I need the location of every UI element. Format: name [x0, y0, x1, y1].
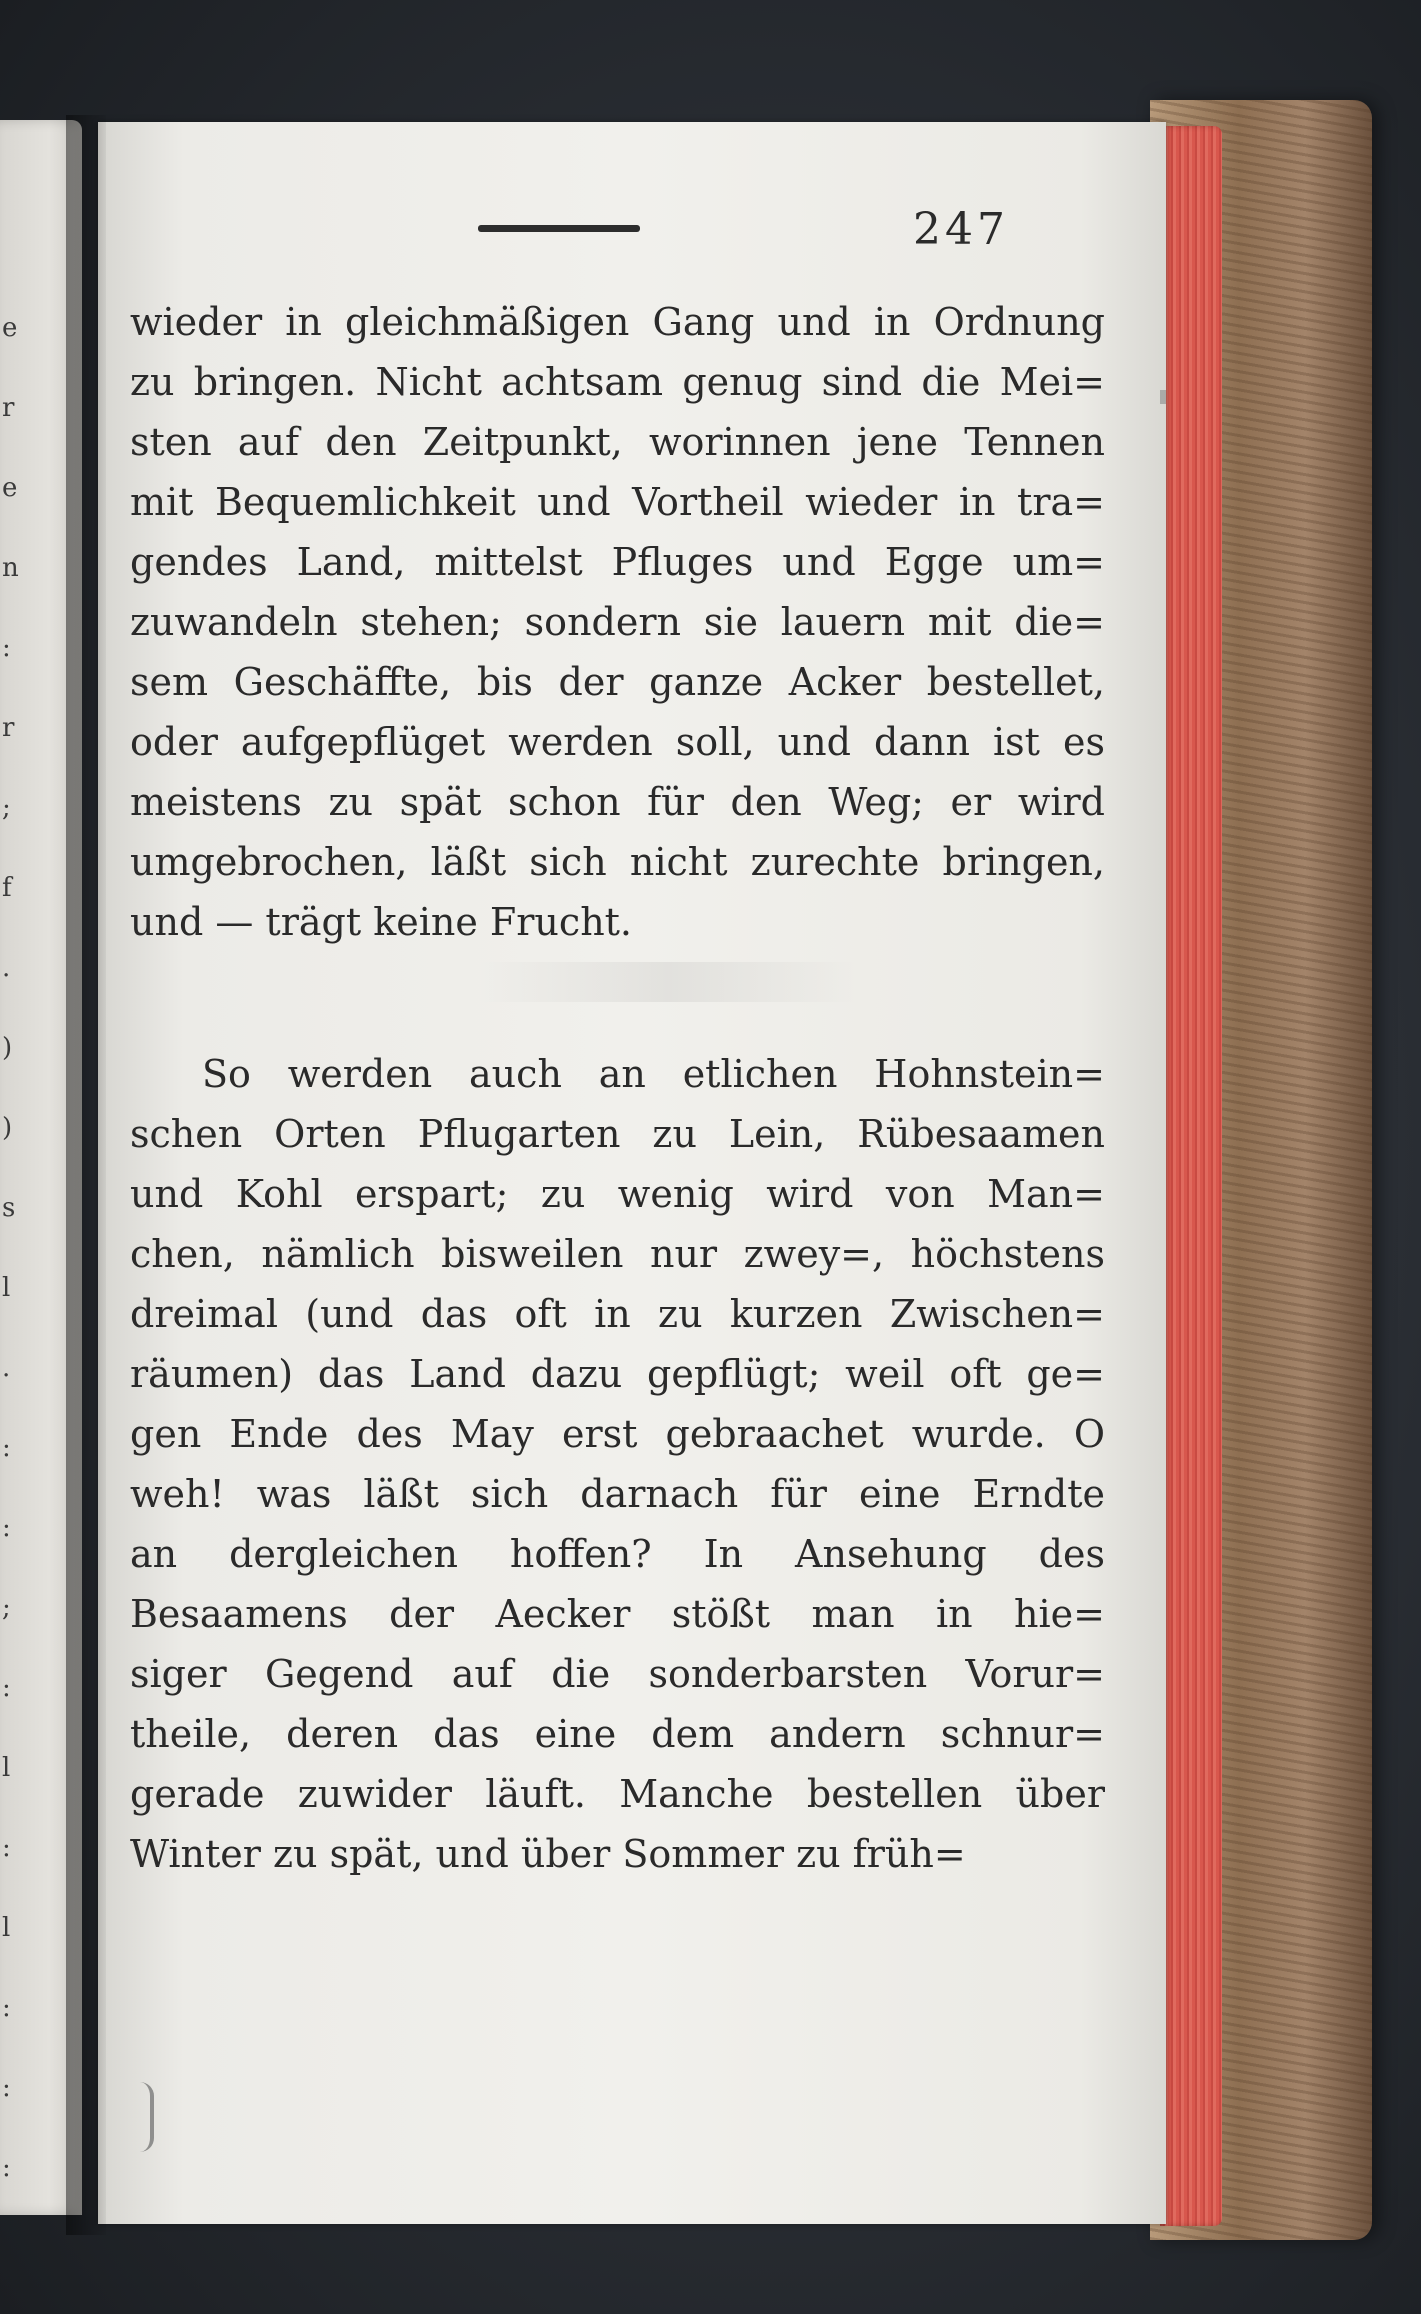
left-page-glyph: l	[2, 1913, 11, 1943]
left-page-glyph: )	[2, 1113, 13, 1143]
left-page-glyph: e	[2, 313, 18, 343]
left-page-glyph: n	[2, 553, 19, 583]
text-line: meistens zu spät schon für den Weg; er wird	[130, 780, 1105, 824]
red-fore-edge	[1160, 126, 1222, 2226]
text-line: gerade zuwider läuft. Manche bestellen über	[130, 1772, 1105, 1816]
text-line: So werden auch an etlichen Hohnstein=	[202, 1052, 1105, 1096]
left-page-glyph: :	[2, 1433, 11, 1463]
margin-mark	[140, 2082, 154, 2152]
left-page-glyph: :	[2, 2073, 11, 2103]
text-line: mit Bequemlichkeit und Vortheil wieder in tra=	[130, 480, 1105, 524]
text-line: an dergleichen hoffen? In Ansehung des	[130, 1532, 1105, 1576]
left-page-glyph: s	[2, 1193, 16, 1223]
left-page-glyph: :	[2, 633, 11, 663]
left-page-glyph: :	[2, 1833, 11, 1863]
text-line: Besaamens der Aecker stößt man in hie=	[130, 1592, 1105, 1636]
text-line: theile, deren das eine dem andern schnur=	[130, 1712, 1105, 1756]
paragraph-gap	[130, 952, 1105, 1044]
page-number: 247	[913, 204, 1009, 255]
body-text	[130, 292, 1105, 1884]
text-line: oder aufgepflüget werden soll, und dann ist es	[130, 720, 1105, 764]
text-line: wieder in gleichmäßigen Gang und in Ordnung	[130, 300, 1105, 344]
text-line: räumen) das Land dazu gepflügt; weil oft ge=	[130, 1352, 1105, 1396]
left-page-glyph: :	[2, 2153, 11, 2183]
text-line: umgebrochen, läßt sich nicht zurechte bringen,	[130, 840, 1105, 884]
left-page-glyph: r	[2, 713, 15, 743]
text-line: schen Orten Pflugarten zu Lein, Rübesaamen	[130, 1112, 1105, 1156]
left-page-glyph: .	[2, 953, 11, 983]
text-line: Winter zu spät, und über Sommer zu früh=	[130, 1832, 966, 1876]
header-rule	[478, 225, 640, 232]
text-line: und — trägt keine Frucht.	[130, 900, 633, 944]
text-line: zuwandeln stehen; sondern sie lauern mit die=	[130, 600, 1105, 644]
text-line: dreimal (und das oft in zu kurzen Zwischen=	[130, 1292, 1105, 1336]
left-page-glyph: ;	[2, 793, 11, 823]
text-line: chen, nämlich bisweilen nur zwey=, höchstens	[130, 1232, 1105, 1276]
left-page-glyph: :	[2, 1673, 11, 1703]
left-page-glyph: l	[2, 1753, 11, 1783]
text-line: zu bringen. Nicht achtsam genug sind die Mei=	[130, 360, 1105, 404]
text-line: gendes Land, mittelst Pfluges und Egge um=	[130, 540, 1105, 584]
left-page-glyph: :	[2, 1513, 11, 1543]
text-line: und Kohl erspart; zu wenig wird von Man=	[130, 1172, 1105, 1216]
text-line: sten auf den Zeitpunkt, worinnen jene Tennen	[130, 420, 1105, 464]
text-line: siger Gegend auf die sonderbarsten Vorur=	[130, 1652, 1105, 1696]
text-line: sem Geschäffte, bis der ganze Acker bestellet,	[130, 660, 1105, 704]
left-page-glyph: )	[2, 1033, 13, 1063]
margin-mark	[1160, 390, 1166, 404]
gutter-shadow	[66, 115, 106, 2235]
left-page-glyph: r	[2, 393, 15, 423]
left-page-glyph: f	[2, 873, 12, 903]
left-page-glyph: e	[2, 473, 18, 503]
text-line: weh! was läßt sich darnach für eine Erndte	[130, 1472, 1105, 1516]
left-page-glyph: .	[2, 1353, 11, 1383]
text-line: gen Ende des May erst gebraachet wurde. O	[130, 1412, 1105, 1456]
left-page-glyph: l	[2, 1273, 11, 1303]
left-page-glyph: ;	[2, 1593, 11, 1623]
book-page	[98, 122, 1166, 2224]
left-page-glyph: :	[2, 1993, 11, 2023]
